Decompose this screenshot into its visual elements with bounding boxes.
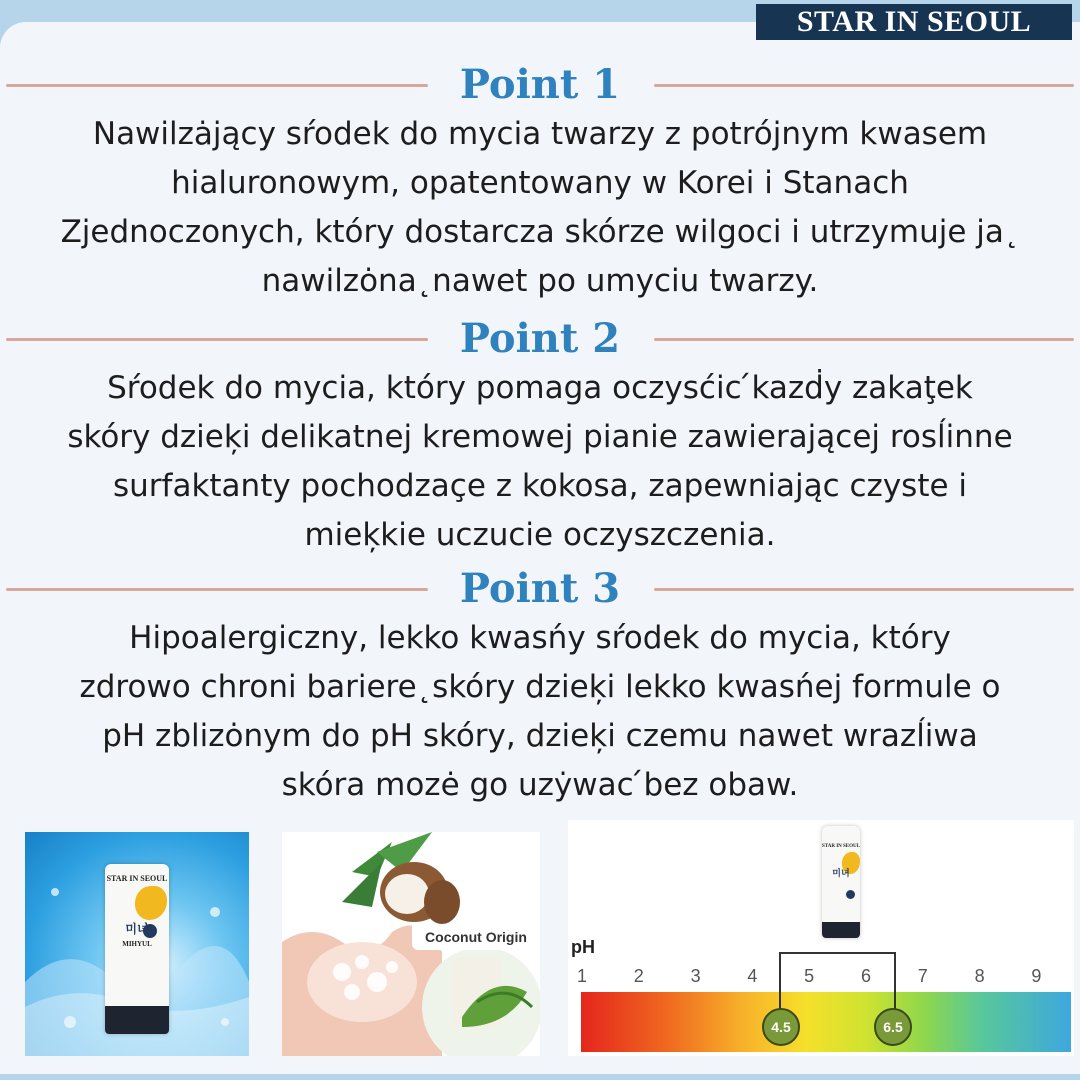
point-3-header xyxy=(0,564,1080,614)
ph-tick-label: 8 xyxy=(974,966,985,986)
text-line: mieķkie uczucie oczyszczenia. xyxy=(304,517,776,553)
text-line: hialuronowym, opatentowany w Korei i Stanach xyxy=(171,165,909,201)
text-line: skóra mozė go uzẏwac ́bez obaw. xyxy=(281,767,799,803)
divider-right xyxy=(654,338,1074,341)
point-1-title: Point 1 xyxy=(459,61,621,108)
tube-navy-shape xyxy=(846,890,855,899)
ph-tick-label: 9 xyxy=(1031,966,1042,986)
point-1-text xyxy=(20,110,1060,306)
ph-tick-label: 3 xyxy=(690,966,701,986)
ph-tick-label: 5 xyxy=(804,966,815,986)
ph-marker-low: 4.5 xyxy=(762,1008,800,1046)
tube-brand: STAR IN SEOUL xyxy=(822,844,860,849)
ph-tick-label: 4 xyxy=(747,966,758,986)
ph-marker-high: 6.5 xyxy=(874,1008,912,1046)
text-line: pH zblizȯnym do pH skóry, dzieķi czemu nawet wrazĺiwa xyxy=(102,718,978,754)
product-tube xyxy=(105,864,169,1034)
text-line: Sŕodek do mycia, który pomaga oczysćic ́kazḋy zakaţek xyxy=(107,370,973,406)
text-line: surfaktanty pochodzaçe z kokosa, zapewniając czyste i xyxy=(112,468,968,504)
ph-tick-label: 1 xyxy=(576,966,587,986)
point-2-title: Point 2 xyxy=(459,315,621,362)
coconut-origin-label: Coconut Origin xyxy=(412,924,540,950)
ph-tick-label: 7 xyxy=(917,966,928,986)
point-3-title: Point 3 xyxy=(459,565,621,612)
point-2-header xyxy=(0,314,1080,364)
ph-product-tube xyxy=(822,826,860,938)
point-2-section xyxy=(0,314,1080,560)
tube-name: MIHYUL xyxy=(122,940,152,948)
tube-korean-logo: 미녀 xyxy=(832,869,850,879)
text-line: skóry dzieķi delikatnej kremowej pianie zawierającej rosĺinne xyxy=(67,419,1013,455)
text-line: nawilzȯna˛nawet po umyciu twarzy. xyxy=(261,263,819,299)
text-line: zdrowo chroni bariere˛skóry dzieķi lekko kwasńej formule o xyxy=(79,669,1001,705)
ph-tick-label: 2 xyxy=(633,966,644,986)
ph-range-bracket xyxy=(779,952,896,1012)
text-line: Nawilzȧjący sŕodek do mycia twarzy z potrójnym kwasem xyxy=(92,116,988,152)
brand-logo: STAR IN SEOUL xyxy=(756,4,1072,40)
point-1-header xyxy=(0,60,1080,110)
text-line: Zjednoczonych, który dostarcza skórze wilgoci i utrzymuje ja˛ xyxy=(60,214,1020,250)
tube-brand: STAR IN SEOUL xyxy=(106,874,168,883)
divider-right xyxy=(654,84,1074,87)
tube-cap xyxy=(105,1006,169,1034)
ph-tick-label: 6 xyxy=(860,966,871,986)
tube-cap xyxy=(822,922,860,938)
divider-right xyxy=(654,588,1074,591)
point-3-section xyxy=(0,564,1080,810)
point-3-text xyxy=(20,614,1060,810)
point-1-section xyxy=(0,60,1080,306)
tube-yellow-shape xyxy=(135,886,167,920)
product-splash-image xyxy=(25,832,249,1056)
text-line: Hipoalergiczny, lekko kwasńy sŕodek do mycia, który xyxy=(129,620,951,656)
tube-korean-logo: 미녀 xyxy=(125,922,149,936)
ph-axis-label: pH xyxy=(571,937,595,957)
point-2-text xyxy=(20,364,1060,560)
